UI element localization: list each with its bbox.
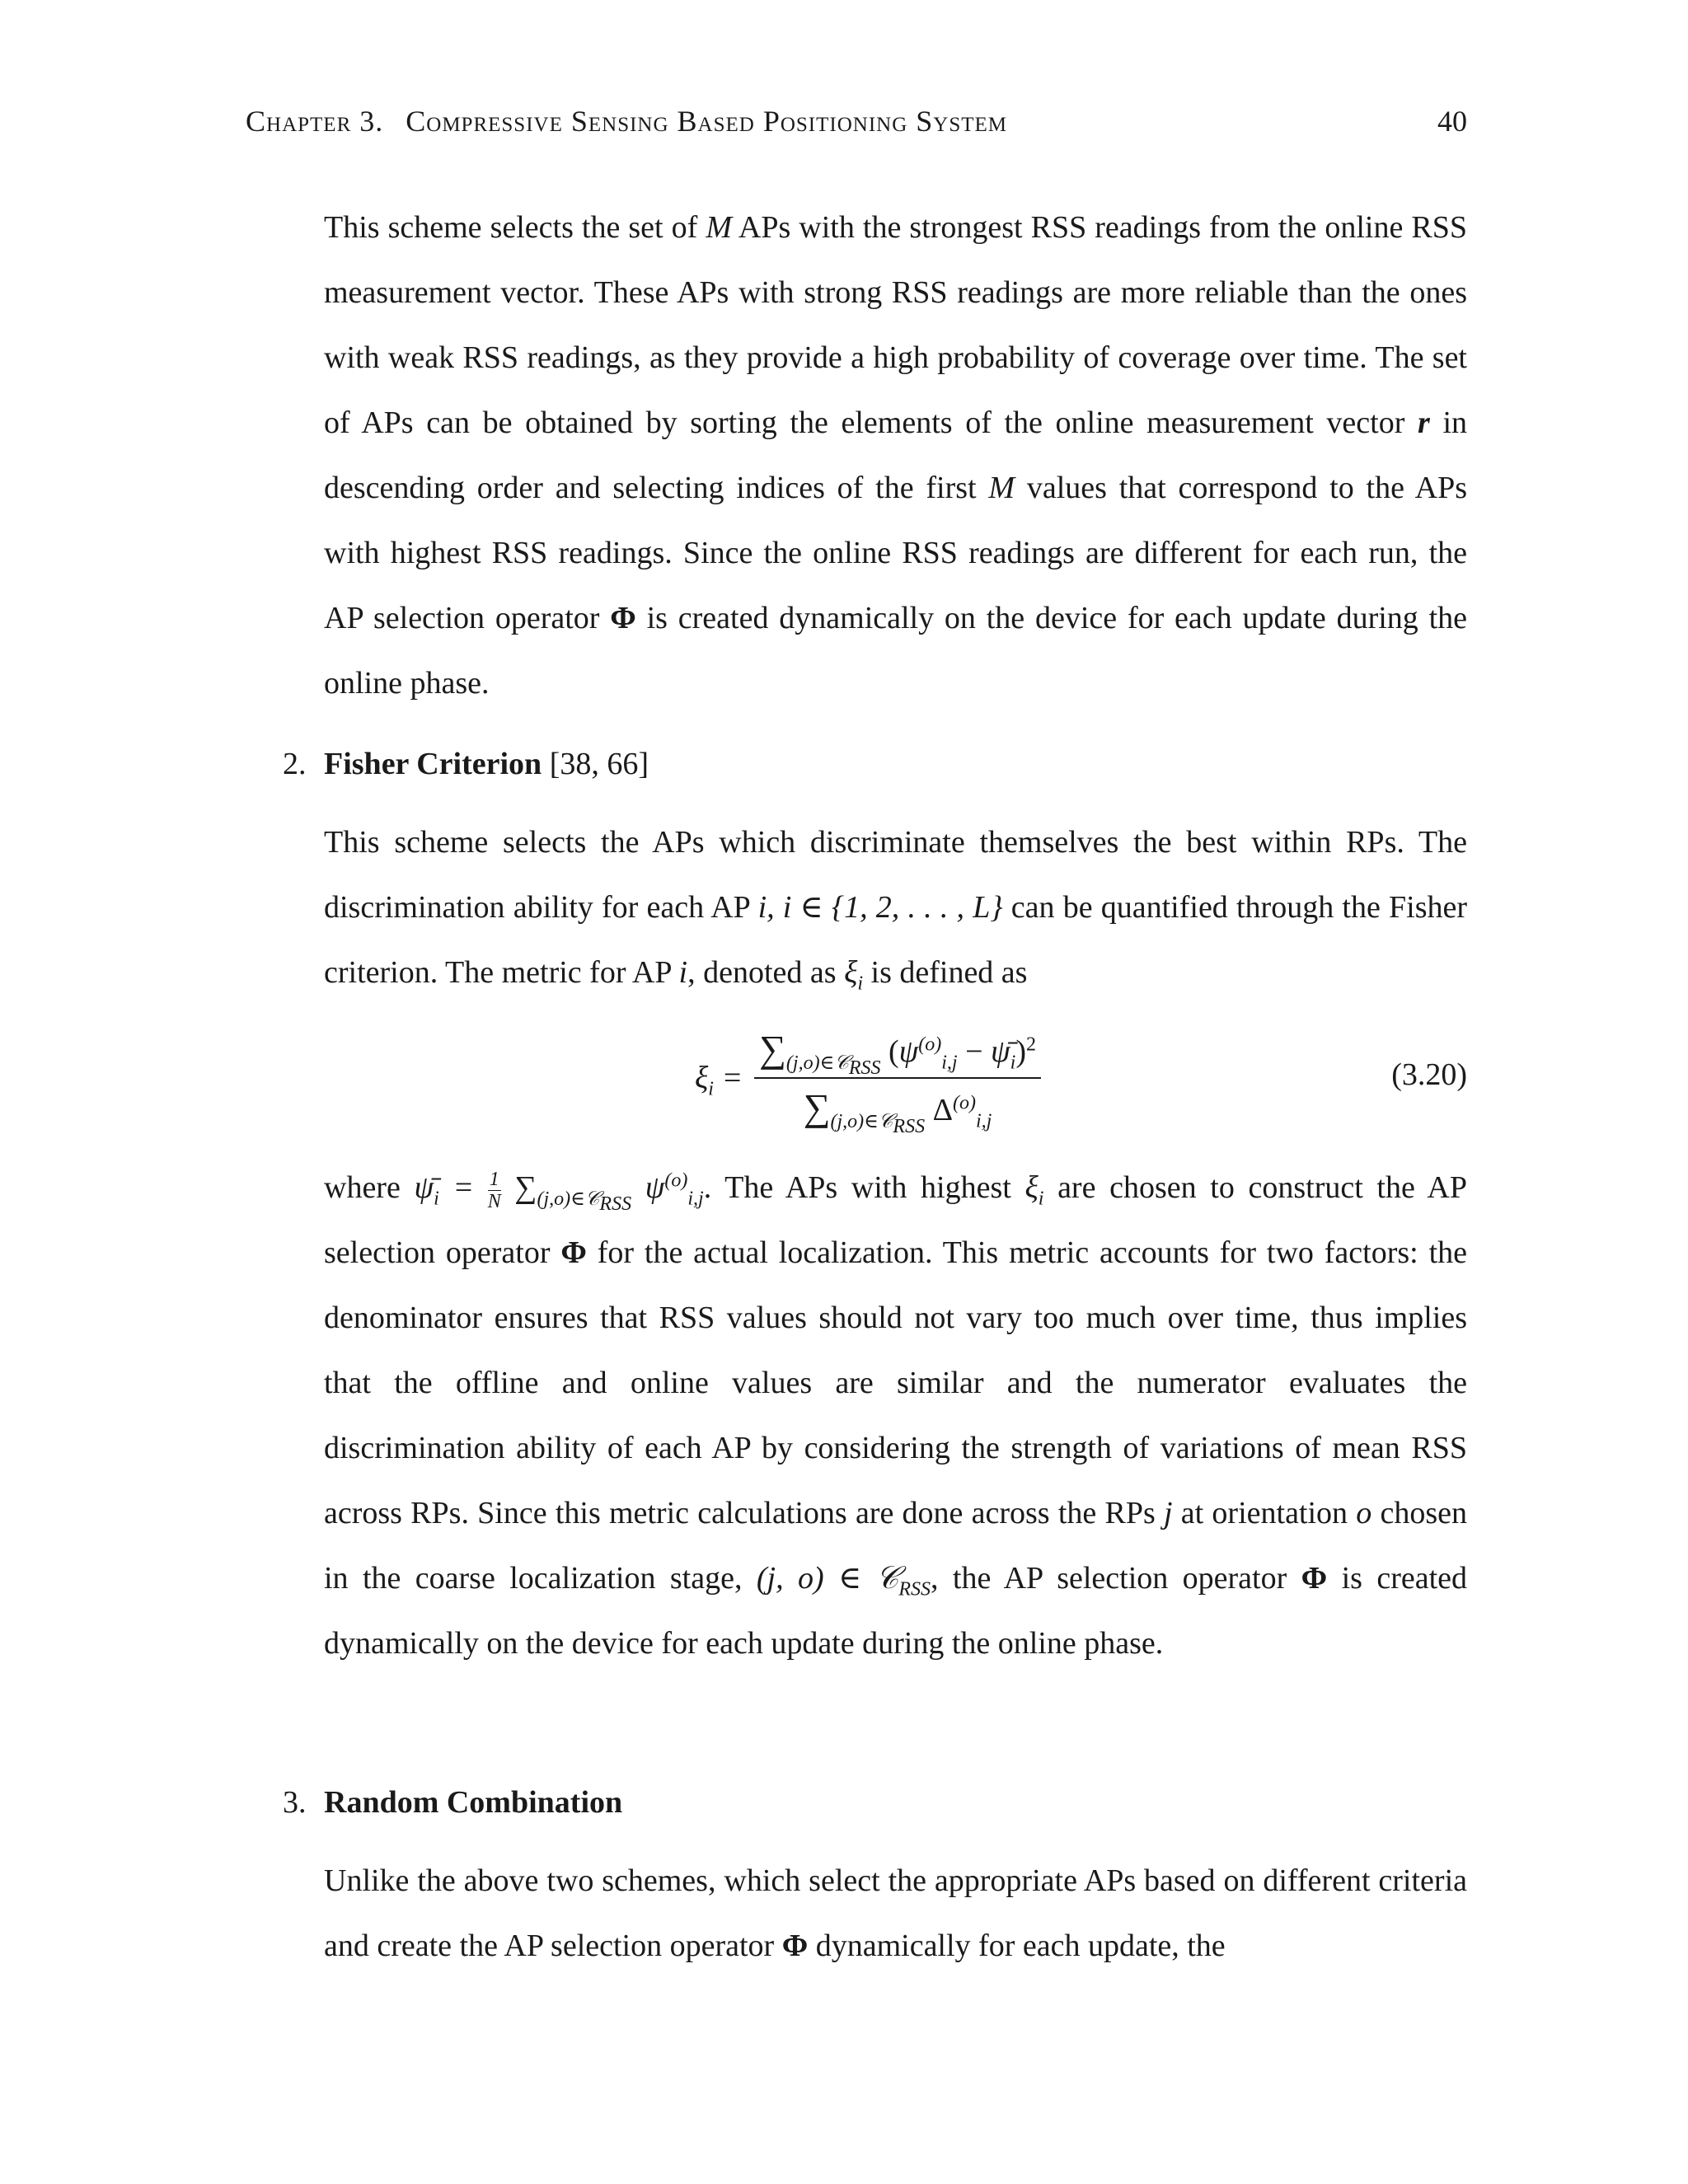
running-header-title [246, 101, 1007, 142]
math-phi-operator: Φ [781, 1929, 809, 1963]
equation-lhs: $\xi_i$ = [695, 1061, 743, 1100]
fisher-paragraph-2: where $\psī_i$ = $\frac{1}{N}$ $\sum_{(j,o)\in 𝒞_{RSS}}$ $\psi^{(o)}_{i,j}$. The APs with highest $\xi_i$ are chosen to construct the AP selection operator Φ for the actual localization. This metric accounts for two factors: the denominator ensures that RSS values should not vary too much over time, thus implies that the offline and online values are similar and the numerator evaluates the discrimination ability of each AP by considering the strength of variations of mean RSS across RPs. Since this metric calculations are done across the RPs j at orientation o chosen in the coarse localization stage, (j, o) ∈ 𝒞$_{RSS}$, the AP selection operator Φ is created dynamically on the device for each update during the online phase. [324, 1168, 1468, 1661]
item-number: 2. [283, 747, 307, 781]
equation-numerator: $\sum_{(j,o)\in 𝒞_{RSS}}$ ($\psi^{(o)}_{i,j}$ − $\psī_i)^2$ [754, 1027, 1041, 1079]
math-i-set: i, i ∈ {1, 2, . . . , L} [757, 890, 1003, 925]
chapter-label: Chapter 3. [246, 105, 384, 138]
equation-body [695, 1020, 1132, 1136]
equation-denominator: $\sum_{(j,o)\in 𝒞_{RSS}}$ $\Delta^{(o)}_{i,j}$ [803, 1086, 992, 1137]
math-M: M [706, 210, 732, 245]
math-r-vector: r [1418, 405, 1430, 440]
equation-3-20 [324, 1020, 1467, 1136]
math-phi-operator: Φ [610, 601, 636, 635]
citation: [38, 66] [549, 747, 649, 781]
equation-number: (3.20) [1391, 1057, 1467, 1092]
math-j: j [1163, 1496, 1173, 1530]
math-xi: $\xi_i$ [844, 955, 864, 995]
item-title: Fisher Criterion [324, 747, 542, 781]
running-header [246, 101, 1467, 142]
equation-fraction [754, 1027, 1041, 1137]
math-xi: $\xi_i$ [1025, 1170, 1044, 1210]
math-crss-set: (j, o) ∈ 𝒞$_{RSS}$ [756, 1561, 931, 1601]
intro-paragraph: This scheme selects the set of M APs with the strongest RSS readings from the online RSS measurement vector. These APs with strong RSS readings are more reliable than the ones with weak RSS readings, as they provide a high probability of coverage over time. The set of APs can be obtained by sorting the elements of the online measurement vector r in descending order and selecting indices of the first M values that correspond to the APs with highest RSS readings. Since the online RSS readings are different for each run, the AP selection operator Φ is created dynamically on the device for each update during the online phase. [324, 210, 1468, 701]
math-o: o [1356, 1496, 1372, 1530]
item-title: Random Combination [324, 1785, 623, 1820]
page-number: 40 [1437, 105, 1467, 138]
item-3-heading [283, 1770, 622, 1835]
math-M: M [988, 471, 1015, 505]
math-psi-bar-definition: $\psī_i$ = $\frac{1}{N}$ $\sum_{(j,o)\in 𝒞_{RSS}}$ $\psi^{(o)}_{i,j}$ [414, 1168, 704, 1215]
random-combination-paragraph: Unlike the above two schemes, which select the appropriate APs based on different criteria and create the AP selection operator Φ dynamically for each update, the [324, 1863, 1467, 1963]
math-phi-operator: Φ [1301, 1561, 1328, 1596]
fisher-paragraph-1: This scheme selects the APs which discriminate themselves the best within RPs. The discrimination ability for each AP i, i ∈ {1, 2, . . . , L} can be quantified through the Fisher criterion. The metric for AP i, denoted as $\xi_i$ is defined as [324, 825, 1468, 995]
math-phi-operator: Φ [560, 1235, 587, 1270]
item-2-heading [283, 732, 649, 797]
chapter-title: Compressive Sensing Based Positioning System [406, 105, 1008, 138]
math-i: i [678, 955, 688, 990]
item-number: 3. [283, 1785, 307, 1820]
